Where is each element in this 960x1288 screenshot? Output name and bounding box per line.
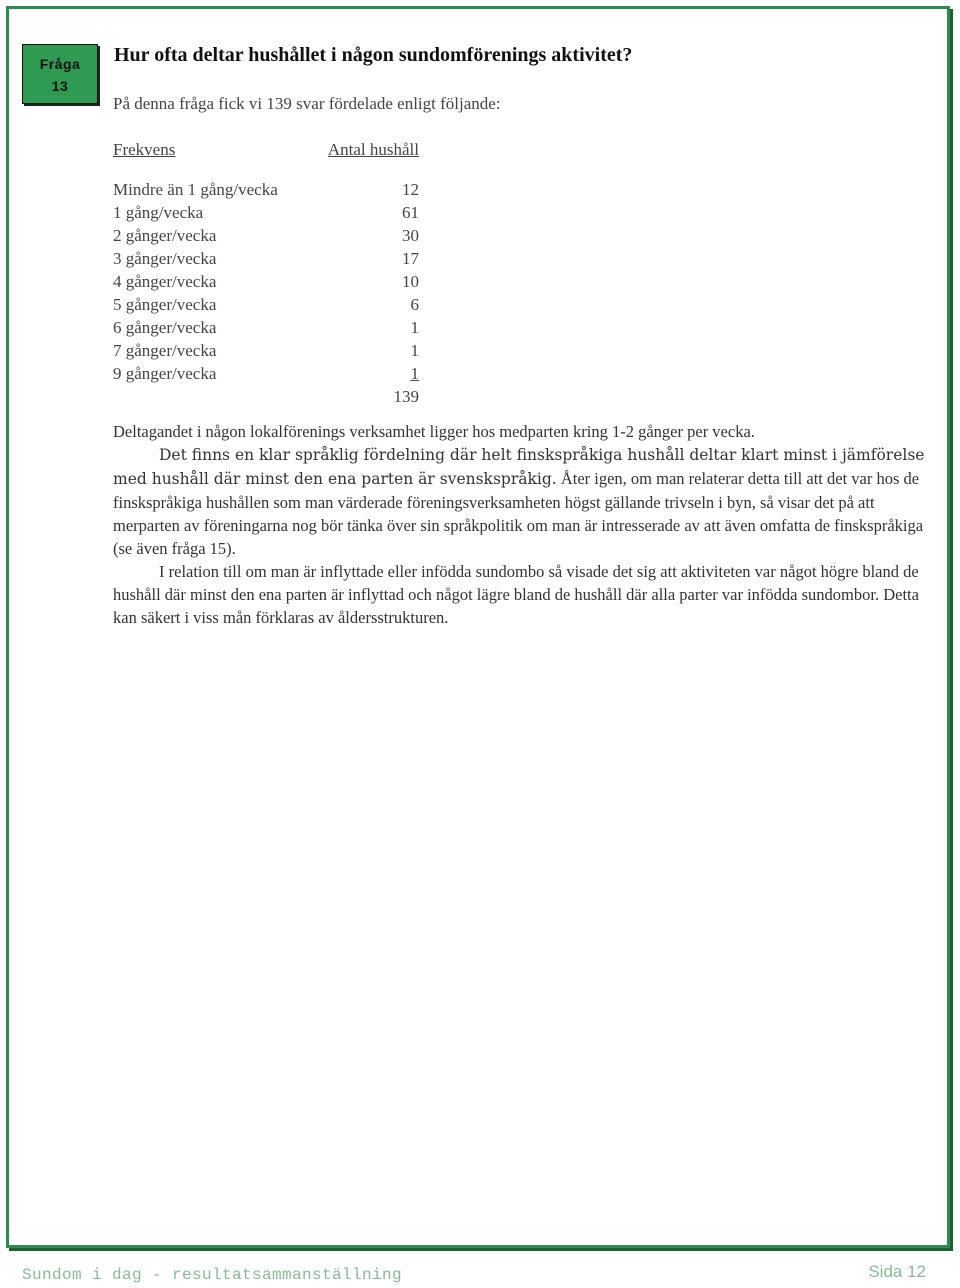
row-value: 1 (410, 364, 419, 383)
frequency-table (113, 140, 419, 408)
row-label: 7 gånger/vecka (113, 341, 217, 360)
table-row (113, 201, 419, 224)
paragraph: I relation till om man är inflyttade eller infödda sundombo så visade det sig att aktiviteten var något högre bland de hushåll där minst den ena parten är inflyttad och något lägre bland de hushåll där alla parter var infödda sundombor. Detta kan säkert i viss mån förklaras av åldersstrukturen. (113, 562, 919, 627)
paragraph-sentence: Åter igen, om man relaterar detta till att det var hos de finskspråkiga hushållen som man värderade föreningsverksamheten högst gällande trivseln i byn, så visar det på att merparten av föreningarna nog bör tänka över sin språkpolitik om man är intresserade av att även omfatta de finskspråkiga (se även fråga 15). (113, 469, 924, 558)
paragraph: Deltagandet i någon lokalförenings verksamhet ligger hos medparten kring 1-2 gånger per vecka. (113, 422, 755, 441)
footer-title: Sundom i dag - resultatsammanställning (22, 1266, 403, 1284)
row-label: 1 gång/vecka (113, 203, 204, 222)
paragraph (113, 443, 943, 560)
row-label: 2 gånger/vecka (113, 226, 217, 245)
row-value: 17 (402, 249, 419, 268)
paragraph-sentence: Det finns en klar språklig fördelning där helt finskspråkiga hushåll deltar klart minst i jämförelse med hushåll där minst den ena parten är svenskspråkig. (113, 446, 925, 488)
row-value: 12 (402, 180, 419, 199)
table-row (113, 316, 419, 339)
question-badge (22, 44, 98, 104)
table-row (113, 224, 419, 247)
row-value: 61 (402, 203, 419, 222)
table-row (113, 270, 419, 293)
row-value: 6 (410, 295, 419, 314)
table-row (113, 339, 419, 362)
row-label: 9 gånger/vecka (113, 364, 217, 383)
row-value: 30 (402, 226, 419, 245)
page-number: Sida 12 (868, 1262, 926, 1281)
table-row (113, 247, 419, 270)
row-label: Mindre än 1 gång/vecka (113, 180, 278, 199)
column-header-households: Antal hushåll (327, 140, 419, 159)
question-number: 13 (51, 78, 69, 94)
table-row (113, 178, 419, 201)
row-label: 3 gånger/vecka (113, 249, 217, 268)
intro-text: På denna fråga fick vi 139 svar fördelade enligt följande: (113, 94, 501, 113)
table-row (113, 293, 419, 316)
body-text (113, 420, 943, 629)
row-value: 10 (402, 272, 419, 291)
question-label: Fråga (39, 56, 81, 72)
table-total: 139 (393, 387, 419, 406)
question-title: Hur ofta deltar hushållet i någon sundomförenings aktivitet? (114, 44, 633, 66)
row-label: 6 gånger/vecka (113, 318, 217, 337)
table-header (113, 140, 419, 163)
table-row (113, 362, 419, 385)
row-label: 4 gånger/vecka (113, 272, 217, 291)
row-value: 1 (410, 318, 419, 337)
column-header-frequency: Frekvens (113, 140, 176, 159)
row-value: 1 (410, 341, 419, 360)
row-label: 5 gånger/vecka (113, 295, 217, 314)
